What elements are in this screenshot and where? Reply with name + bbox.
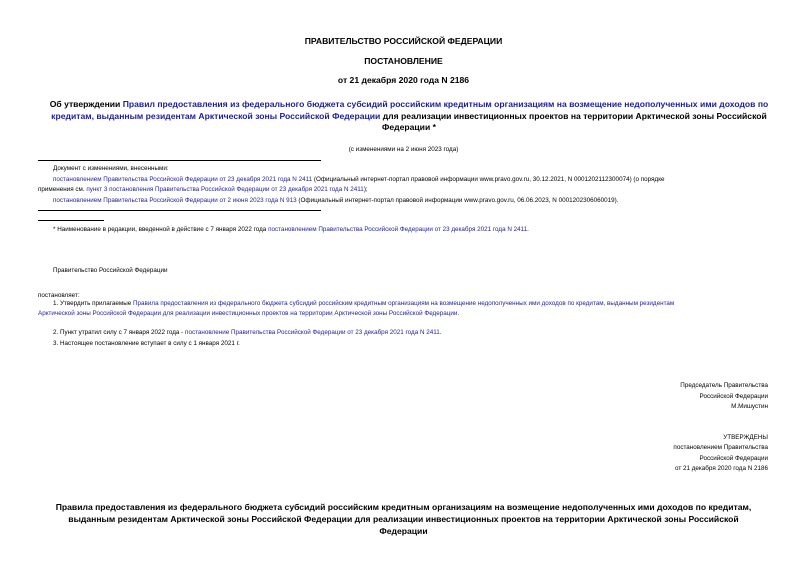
body-decrees: постановляет: <box>38 292 80 299</box>
approved-by: постановлением Правительства <box>673 444 768 451</box>
footnote-divider <box>38 220 104 221</box>
divider-middle <box>38 210 321 211</box>
signature-name: М.Мишустин <box>731 403 768 410</box>
government-heading: ПРАВИТЕЛЬСТВО РОССИЙСКОЙ ФЕДЕРАЦИИ <box>304 36 503 46</box>
document-title <box>48 99 770 134</box>
approved-org: Российской Федерации <box>699 455 768 462</box>
signature-org: Российской Федерации <box>699 393 768 400</box>
amendment-2-link[interactable]: постановлением Правительства Российской Федерации от 2 июня 2023 года N 913 <box>53 197 297 204</box>
paragraph-2-link[interactable]: постановление Правительства Российской Федерации от 23 декабря 2021 года N 2411 <box>185 329 440 336</box>
signature-title: Председатель Правительства <box>680 382 768 389</box>
approved-date: от 21 декабря 2020 года N 2186 <box>674 465 768 472</box>
divider-top <box>38 160 321 161</box>
document-date-number: от 21 декабря 2020 года N 2186 <box>337 75 470 85</box>
rules-title-line-3: Федерации <box>379 526 428 536</box>
paragraph-1-cont: Арктической зоны Российской Федерации для реализации инвестиционных проектов на территории Арктической зоны Российской Федерации. <box>38 310 460 317</box>
title-rules-link[interactable]: Правил предоставления из федерального бюджета субсидий российским кредитным организациям на возмещение недополученных ими доходов по кредитам, выданным резидентам Арктической зоны Российской Федерации <box>51 99 769 121</box>
amendment-item-2: постановлением Правительства Российской Федерации от 2 июня 2023 года N 913 (Официальный интернет-портал правовой информации www.pravo.gov.ru, 06.06.2023, N 0001202306060019). <box>53 197 619 204</box>
approved-heading: УТВЕРЖДЕНЫ <box>723 434 768 441</box>
amendment-1-link[interactable]: постановлением Правительства Российской Федерации от 23 декабря 2021 года N 2411 <box>53 176 313 183</box>
title-suffix: для реализации инвестиционных проектов на территории Арктической зоны Российской Федерации * <box>380 110 767 132</box>
paragraph-3: 3. Настоящее постановление вступает в силу с 1 января 2021 г. <box>53 340 240 347</box>
footnote: * Наименование в редакции, введенной в действие с 7 января 2022 года постановлением Правительства Российской Федерации от 23 декабря 2021 года N 2411. <box>53 226 529 233</box>
rules-title-line-1: Правила предоставления из федерального бюджета субсидий российским кредитным организациям на возмещение недополученных ими доходов по кредитам, <box>55 502 752 512</box>
footnote-link[interactable]: постановлением Правительства Российской Федерации от 23 декабря 2021 года N 2411 <box>268 226 528 233</box>
rules-title-line-2: выданным резидентам Арктической зоны Российской Федерации для реализации инвестиционных проектов на территории Арктической зоны Российской <box>68 514 739 524</box>
amendment-item-1-cont: применения см. пункт 3 постановления Правительства Российской Федерации от 23 декабря 2021 года N 2411); <box>38 186 368 193</box>
paragraph-2: 2. Пункт утратил силу с 7 января 2022 года - постановление Правительства Российской Федерации от 23 декабря 2021 года N 2411. <box>53 329 442 336</box>
amendment-1-point-link[interactable]: пункт 3 постановления Правительства Российской Федерации от 23 декабря 2021 года N 2411 <box>86 186 364 193</box>
title-prefix: Об утверждении <box>49 99 123 109</box>
body-government: Правительство Российской Федерации <box>53 267 168 274</box>
paragraph-1-rules-link-cont[interactable]: Арктической зоны Российской Федерации для реализации инвестиционных проектов на территории Арктической зоны Российской Федерации <box>38 310 458 317</box>
amendments-heading: Документ с изменениями, внесенными: <box>53 165 169 172</box>
paragraph-1-rules-link[interactable]: Правила предоставления из федерального бюджета субсидий российским кредитным организациям на возмещение недополученных ими доходов по кредитам, выданным резидентам <box>133 300 675 307</box>
paragraph-1: 1. Утвердить прилагаемые Правила предоставления из федерального бюджета субсидий российским кредитным организациям на возмещение недополученных ими доходов по кредитам, выданным резидентам <box>53 300 675 307</box>
changes-note: (с изменениями на 2 июня 2023 года) <box>348 146 459 153</box>
amendment-item-1: постановлением Правительства Российской Федерации от 23 декабря 2021 года N 2411 (Официальный интернет-портал правовой информации www.pravo.gov.ru, 30.12.2021, N 0001202112300074) (о порядке <box>53 176 665 183</box>
document-type: ПОСТАНОВЛЕНИЕ <box>364 56 443 66</box>
